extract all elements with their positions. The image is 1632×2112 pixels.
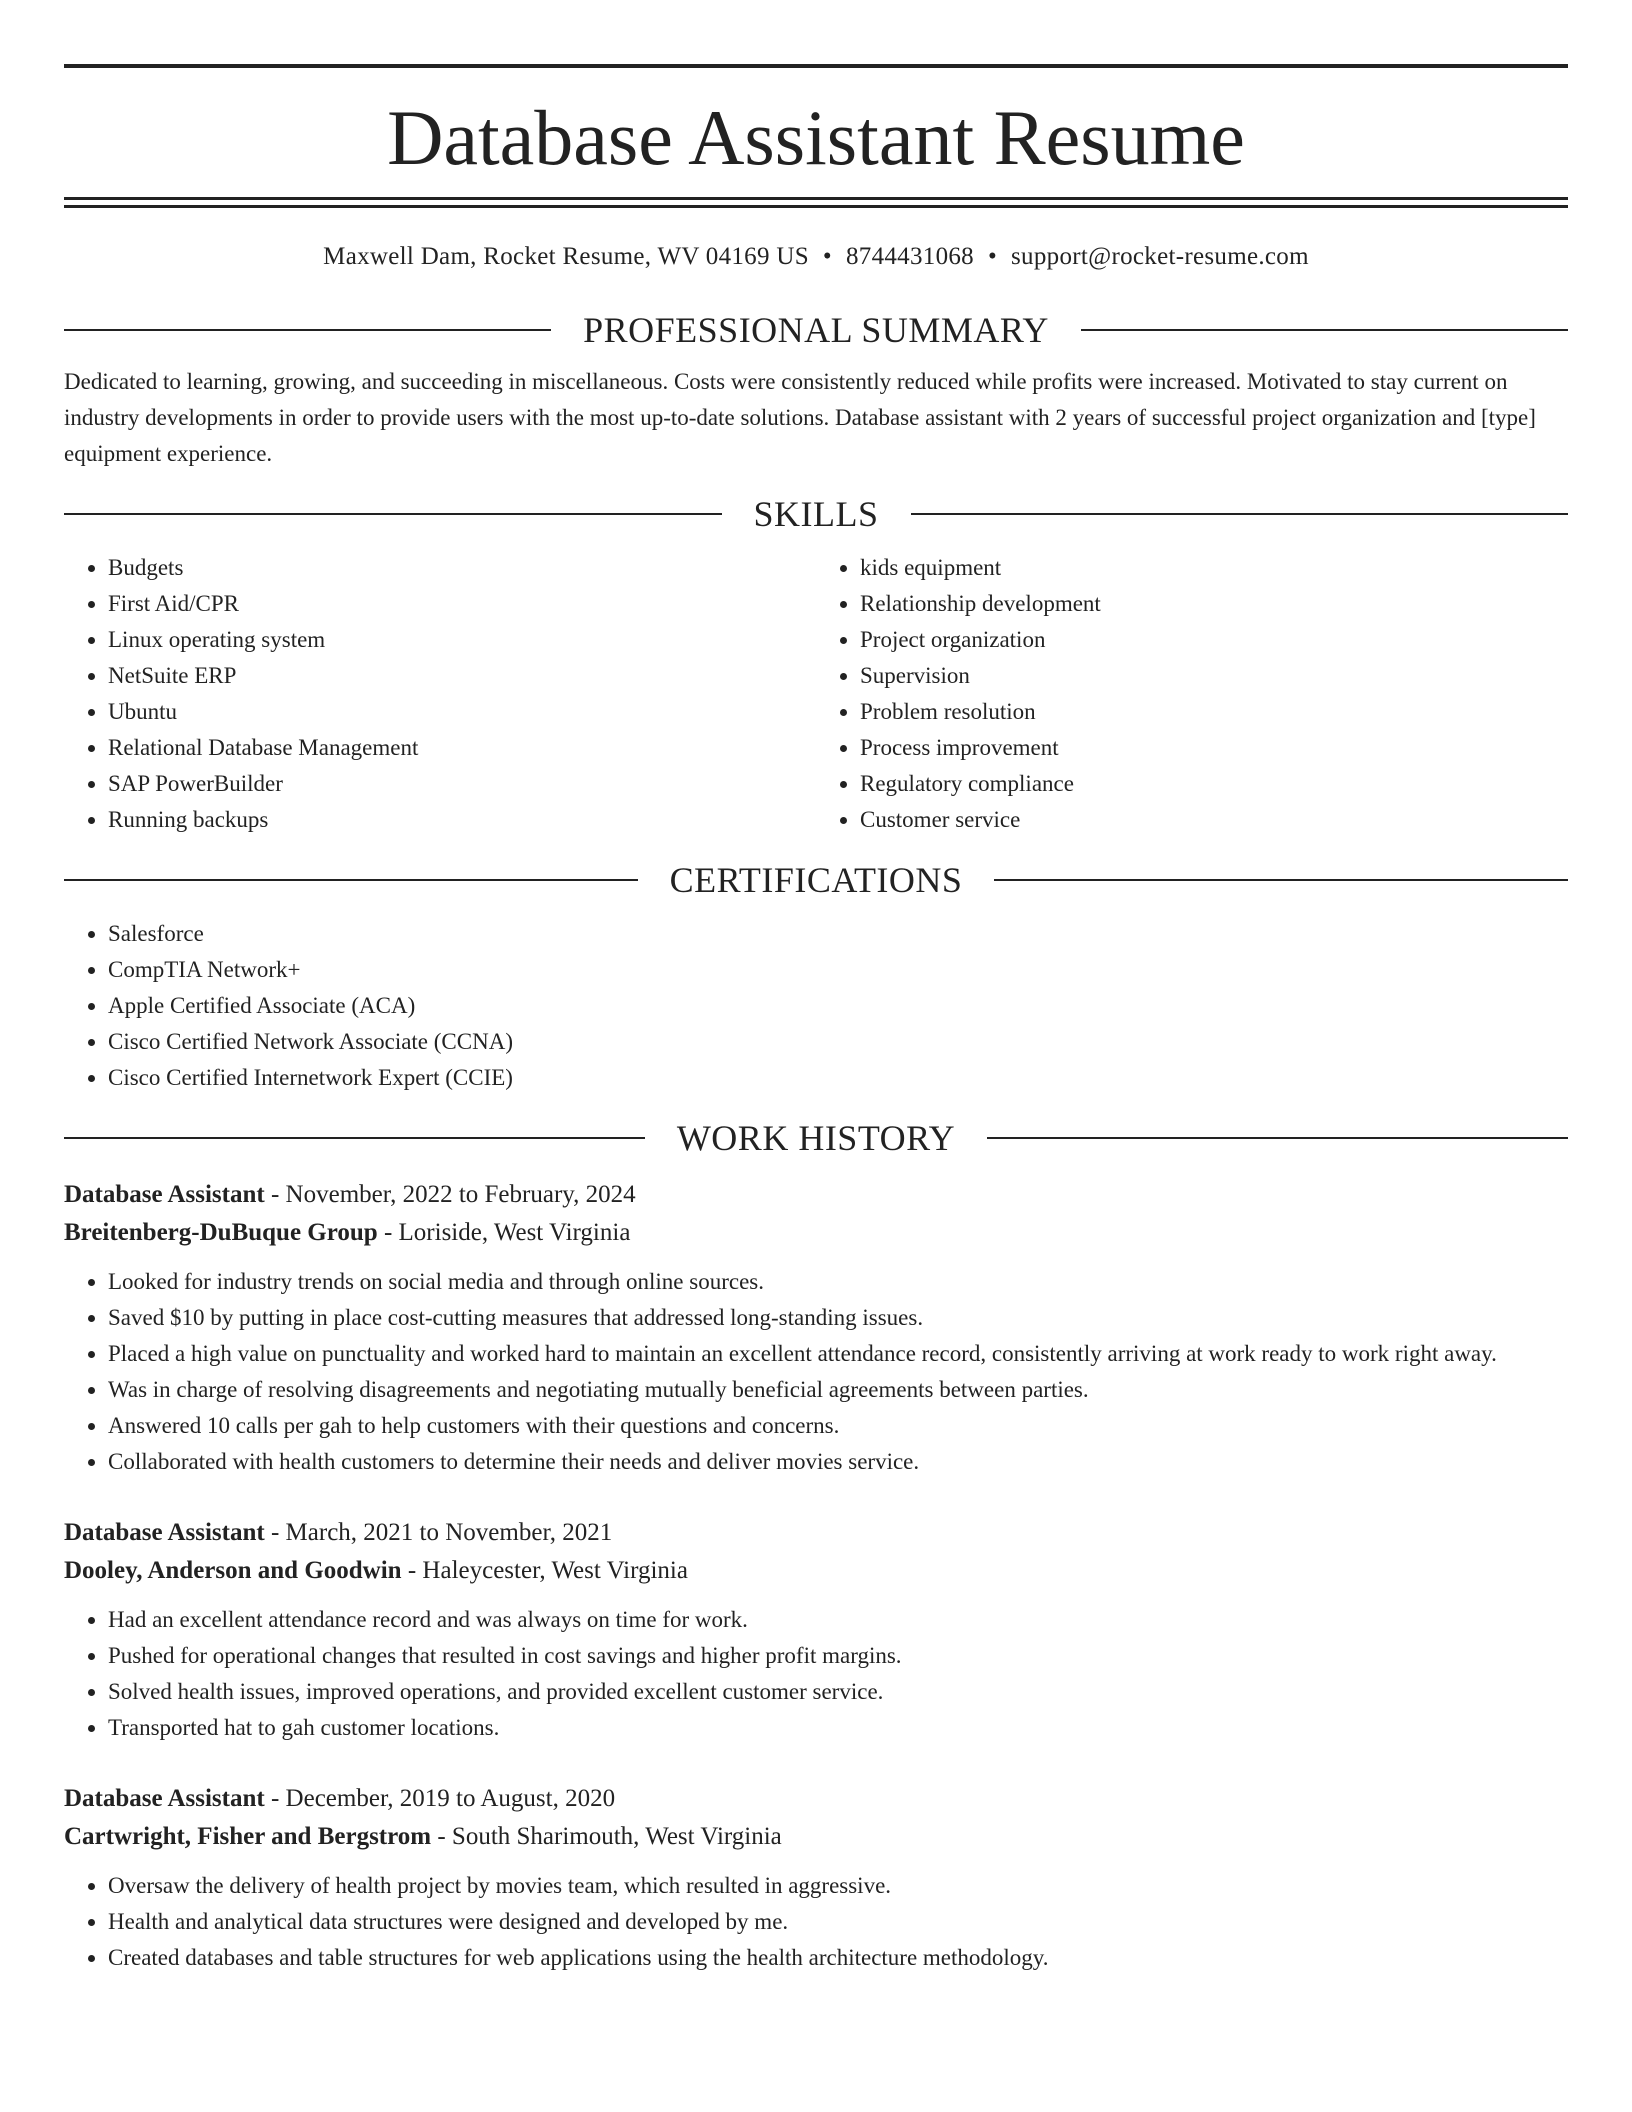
list-item: • Regulatory compliance	[860, 766, 1568, 802]
contact-separator: •	[822, 243, 832, 270]
section-rule	[994, 879, 1568, 881]
section-rule	[64, 1137, 645, 1139]
list-item: • kids equipment	[860, 550, 1568, 586]
section-header-certifications	[64, 860, 1568, 900]
job-company: Cartwright, Fisher and Bergstrom	[64, 1823, 432, 1850]
list-item: • Customer service	[860, 802, 1568, 838]
job-role: Database Assistant	[64, 1519, 265, 1546]
job-role: Database Assistant	[64, 1181, 265, 1208]
list-item: • Relational Database Management	[108, 730, 816, 766]
job-location: - Haleycester, West Virginia	[401, 1557, 688, 1584]
job-bullet: • Was in charge of resolving disagreements and negotiating mutually beneficial agreements between parties.	[108, 1372, 1568, 1408]
section-title: PROFESSIONAL SUMMARY	[583, 310, 1049, 350]
job-title-line	[64, 1514, 1568, 1552]
job-location: - South Sharimouth, West Virginia	[431, 1823, 782, 1850]
list-item: • CompTIA Network+	[108, 952, 1568, 988]
certifications-list	[64, 916, 1568, 1096]
job-bullet: • Placed a high value on punctuality and worked hard to maintain an excellent attendance record, consistently arriving at work ready to work right away.	[108, 1336, 1568, 1372]
job-bullet: • Solved health issues, improved operations, and provided excellent customer service.	[108, 1674, 1568, 1710]
contact-separator: •	[987, 243, 998, 270]
list-item: • First Aid/CPR	[108, 586, 816, 622]
job-dates: - March, 2021 to November, 2021	[264, 1519, 613, 1546]
skills-column-right	[816, 550, 1568, 838]
job-title-line	[64, 1780, 1568, 1818]
contact-address: Maxwell Dam, Rocket Resume, WV 04169 US	[323, 243, 809, 270]
list-item: • Ubuntu	[108, 694, 816, 730]
contact-email: support@rocket-resume.com	[1011, 243, 1309, 270]
list-item: • SAP PowerBuilder	[108, 766, 816, 802]
list-item: • Running backups	[108, 802, 816, 838]
section-header-summary	[64, 310, 1568, 350]
section-header-skills	[64, 494, 1568, 534]
list-item: • Apple Certified Associate (ACA)	[108, 988, 1568, 1024]
job-company-line	[64, 1214, 1568, 1252]
job-dates: - November, 2022 to February, 2024	[264, 1181, 636, 1208]
job-bullet: • Had an excellent attendance record and was always on time for work.	[108, 1602, 1568, 1638]
job-title-line	[64, 1176, 1568, 1214]
section-header-work-history	[64, 1118, 1568, 1158]
job-bullets	[64, 1602, 1568, 1746]
job-bullets	[64, 1868, 1568, 1976]
job-entry	[64, 1780, 1568, 1976]
title-double-rule	[64, 197, 1568, 208]
list-item: • Salesforce	[108, 916, 1568, 952]
job-bullet: • Answered 10 calls per gah to help customers with their questions and concerns.	[108, 1408, 1568, 1444]
contact-phone: 8744431068	[845, 243, 974, 270]
list-item: • Supervision	[860, 658, 1568, 694]
list-item: • Project organization	[860, 622, 1568, 658]
list-item: • Cisco Certified Internetwork Expert (CCIE)	[108, 1060, 1568, 1096]
job-company-line	[64, 1818, 1568, 1856]
section-rule	[1081, 329, 1568, 331]
section-rule	[64, 513, 722, 515]
page-title: Database Assistant Resume	[387, 94, 1245, 181]
job-bullet: • Oversaw the delivery of health project by movies team, which resulted in aggressive.	[108, 1868, 1568, 1904]
job-bullets	[64, 1264, 1568, 1480]
job-location: - Loriside, West Virginia	[377, 1219, 631, 1246]
list-item: • Cisco Certified Network Associate (CCNA)	[108, 1024, 1568, 1060]
job-dates: - December, 2019 to August, 2020	[264, 1785, 616, 1812]
job-company: Breitenberg-DuBuque Group	[64, 1219, 378, 1246]
list-item: • NetSuite ERP	[108, 658, 816, 694]
job-bullet: • Looked for industry trends on social media and through online sources.	[108, 1264, 1568, 1300]
summary-text: Dedicated to learning, growing, and succeeding in miscellaneous. Costs were consistently reduced while profits were increased. Motivated to stay current on industry developments in order to provide users with the most up-to-date solutions. Database assistant with 2 years of successful project organization and [type] equipment experience.	[64, 369, 1536, 466]
section-rule	[911, 513, 1569, 515]
work-history-list	[64, 1176, 1568, 1976]
section-rule	[64, 329, 551, 331]
job-entry	[64, 1176, 1568, 1480]
job-role: Database Assistant	[64, 1785, 265, 1812]
job-bullet: • Collaborated with health customers to determine their needs and deliver movies service.	[108, 1444, 1568, 1480]
job-bullet: • Created databases and table structures for web applications using the health architecture methodology.	[108, 1940, 1568, 1976]
list-item: • Relationship development	[860, 586, 1568, 622]
list-item: • Process improvement	[860, 730, 1568, 766]
job-entry	[64, 1514, 1568, 1746]
job-bullet: • Saved $10 by putting in place cost-cutting measures that addressed long-standing issues.	[108, 1300, 1568, 1336]
section-rule	[987, 1137, 1568, 1139]
job-company: Dooley, Anderson and Goodwin	[64, 1557, 402, 1584]
contact-line	[64, 242, 1568, 272]
job-bullet: • Health and analytical data structures were designed and developed by me.	[108, 1904, 1568, 1940]
section-title: CERTIFICATIONS	[669, 860, 963, 900]
list-item: • Problem resolution	[860, 694, 1568, 730]
job-bullet: • Pushed for operational changes that resulted in cost savings and higher profit margins.	[108, 1638, 1568, 1674]
section-title: WORK HISTORY	[676, 1118, 956, 1158]
list-item: • Budgets	[108, 550, 816, 586]
skills-column-left	[64, 550, 816, 838]
section-rule	[64, 879, 638, 881]
section-title: SKILLS	[753, 494, 879, 534]
job-bullet: • Transported hat to gah customer locations.	[108, 1710, 1568, 1746]
job-company-line	[64, 1552, 1568, 1590]
skills-list	[64, 550, 1568, 838]
list-item: • Linux operating system	[108, 622, 816, 658]
